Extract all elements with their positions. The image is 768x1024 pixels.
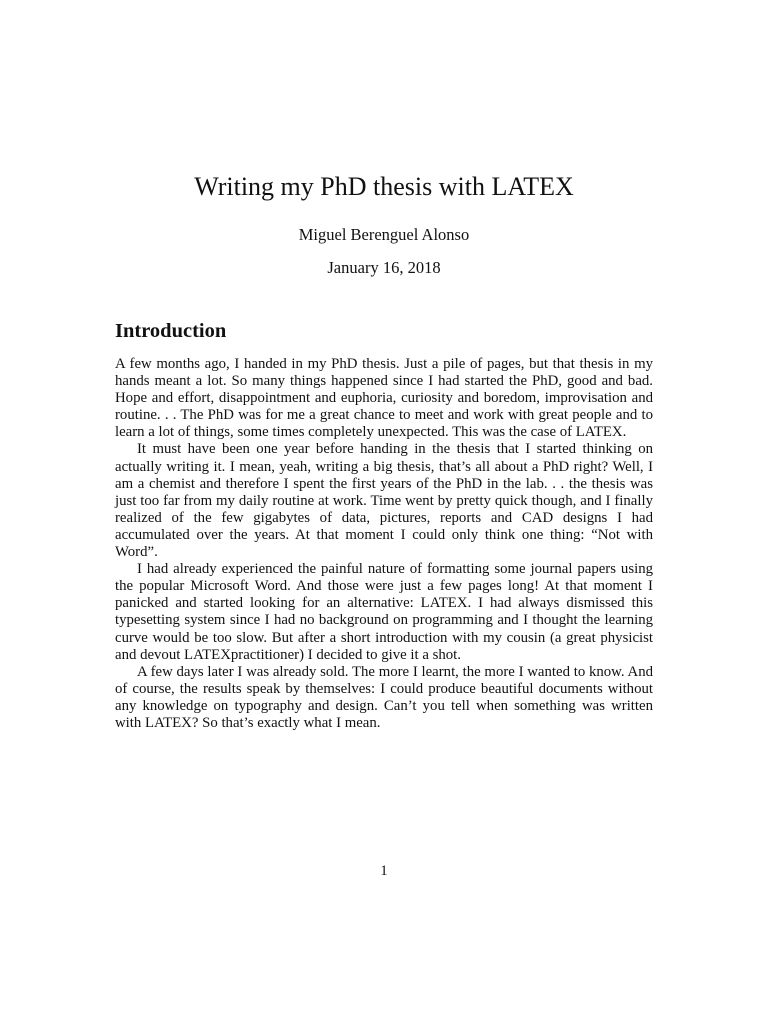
page-number: 1 bbox=[380, 863, 388, 879]
paragraph: I had already experienced the painful nature of formatting some journal papers using the popular Microsoft Word. And those were just a few pages long! At that moment I panicked and started looking for an alternative: LATEX. I had always dismissed this typesetting system since I had no background on programming and I thought the learning curve would be too slow. But after a short introduction with my cousin (a great physicist and devout LATEXpractitioner) I decided to give it a shot. bbox=[115, 561, 653, 663]
author-name: Miguel Berenguel Alonso bbox=[298, 225, 470, 244]
paragraph: A few months ago, I handed in my PhD thesis. Just a pile of pages, but that thesis in my hands meant a lot. So many things happened since I had started the PhD, good and bad. Hope and effort, disappointment and euphoria, curiosity and boredom, improvisation and routine. . . The PhD was for me a great chance to meet and work with great people and to learn a lot of things, some times completely unexpected. This was the case of LATEX. bbox=[115, 356, 653, 441]
paragraph: It must have been one year before handing in the thesis that I started thinking on actually writing it. I mean, yeah, writing a big thesis, that’s all about a PhD right? Well, I am a chemist and therefore I spent the first years of the PhD in the lab. . . the thesis was just too far from my daily routine at work. Time went by pretty quick though, and I finally realized of the few gigabytes of data, pictures, reports and CAD designs I had accumulated over the years. At that moment I could only think one thing: “Not with Word”. bbox=[115, 441, 653, 561]
body-text bbox=[115, 356, 653, 732]
document-date: January 16, 2018 bbox=[327, 258, 441, 277]
section-heading: Introduction bbox=[115, 320, 227, 342]
document-title: Writing my PhD thesis with LATEX bbox=[194, 172, 574, 201]
paragraph: A few days later I was already sold. The more I learnt, the more I wanted to know. And of course, the results speak by themselves: I could produce beautiful documents without any knowledge on typography and design. Can’t you tell when something was written with LATEX? So that’s exactly what I mean. bbox=[115, 663, 653, 731]
